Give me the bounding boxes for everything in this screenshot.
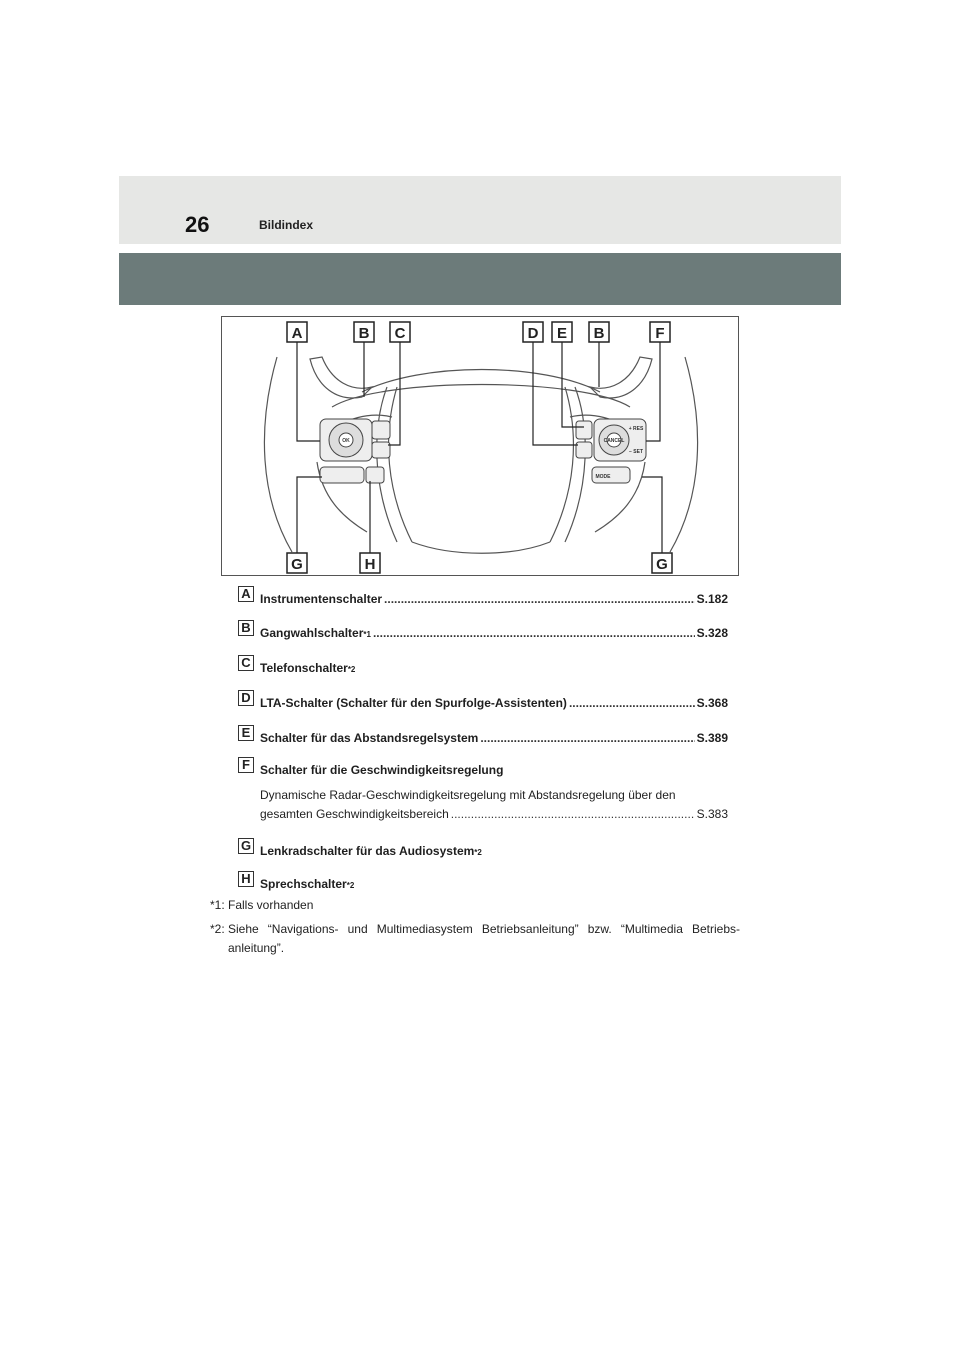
legend-entry-a <box>238 586 728 606</box>
legend-text: Schalter für die Geschwindigkeitsregelung <box>260 763 504 777</box>
legend-entry-c: C Telefonschalter *2 <box>238 655 728 675</box>
legend-text: Schalter für das Abstandsregelsystem <box>260 731 479 745</box>
set-label: − SET <box>628 449 644 455</box>
callout-label-a: A <box>291 325 303 342</box>
legend-letter: A <box>238 586 254 602</box>
legend-letter: C <box>238 655 254 671</box>
footnote-mark: *1: <box>210 898 225 912</box>
legend-letter: G <box>238 838 254 854</box>
bottom-callout-labels <box>287 553 672 573</box>
legend-letter: E <box>238 725 254 741</box>
legend-text: LTA-Schalter (Schalter für den Spurfolge-Assistenten) <box>260 696 567 710</box>
footnote-text: Falls vorhanden <box>228 898 314 912</box>
legend-text: Gangwahlschalter <box>260 626 364 640</box>
legend-entry-g: G Lenkradschalter für das Audiosystem *2 <box>238 838 728 858</box>
callout-label-g-right: G <box>656 556 668 573</box>
top-callout-labels <box>287 322 670 342</box>
callout-label-d: D <box>527 325 539 342</box>
legend-entry-e <box>238 725 728 745</box>
legend-letter: F <box>238 757 254 773</box>
f-description-line1: Dynamische Radar-Geschwindigkeitsregelung mit Abstandsregelung über den <box>260 788 676 802</box>
legend-letter: D <box>238 690 254 706</box>
page-number: 26 <box>185 212 210 237</box>
page-header <box>119 176 841 244</box>
f-description-line2: gesamten Geschwindigkeitsbereich <box>260 807 449 821</box>
steering-wheel-illustration <box>222 317 740 577</box>
legend-letter: H <box>238 871 254 887</box>
footnote-mark: *2: <box>210 922 225 936</box>
page-reference: S.389 <box>696 731 728 745</box>
legend-text: Instrumentenschalter <box>260 592 383 606</box>
callout-label-h: H <box>364 556 376 573</box>
legend-entry-b: B Gangwahlschalter *1 ..... S.328 <box>238 620 728 640</box>
legend-letter: B <box>238 620 254 636</box>
f-description <box>260 786 728 824</box>
left-pad-center-label: OK <box>342 438 350 444</box>
legend-entry-d <box>238 690 728 710</box>
page-reference: S.328 <box>696 626 728 640</box>
res-label: + RES <box>628 426 644 432</box>
legend-entry-h: H Sprechschalter *2 <box>238 871 728 891</box>
steering-wheel-figure <box>221 316 739 576</box>
callout-label-b-right: B <box>593 325 605 342</box>
page-reference: S.383 <box>696 807 728 821</box>
legend-entry-f <box>238 757 728 777</box>
page-reference: S.368 <box>696 696 728 710</box>
callout-label-e: E <box>556 325 568 342</box>
footnote-text: Siehe “Navigations- und Multimediasystem Betriebsanleitung” bzw. “Multimedia Betriebs-anleitung”. <box>228 922 740 955</box>
mode-label: MODE <box>595 474 611 480</box>
callout-label-f: F <box>655 325 665 342</box>
legend-text: Sprechschalter <box>260 877 347 891</box>
page-reference: S.182 <box>696 592 728 606</box>
right-pad-center-label: CANCEL <box>603 438 625 444</box>
section-title: Bildindex <box>259 218 314 232</box>
callout-label-c: C <box>394 325 406 342</box>
callout-label-g-left: G <box>291 556 303 573</box>
legend-text: Lenkradschalter für das Audiosystem <box>260 844 475 858</box>
header-band <box>119 253 841 305</box>
legend-text: Telefonschalter <box>260 661 348 675</box>
callout-label-b-left: B <box>358 325 370 342</box>
